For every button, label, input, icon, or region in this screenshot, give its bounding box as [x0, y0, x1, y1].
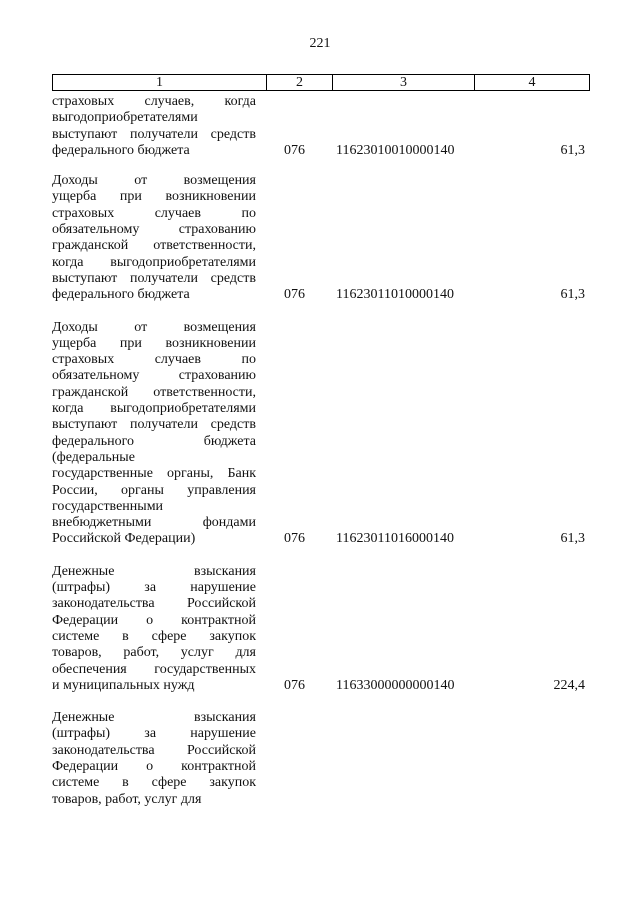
description-line: Российской Федерации) — [52, 531, 196, 547]
description-line: Денежные взыскания — [52, 563, 256, 579]
description-line: федерального бюджета — [52, 287, 190, 303]
description-line: товаров, работ, услуг для — [52, 645, 256, 661]
description-line: Денежные взыскания — [52, 710, 256, 726]
description-line: Доходы от возмещения — [52, 319, 256, 335]
page-number: 221 — [309, 36, 331, 51]
description-line: федерального бюджета — [52, 142, 190, 158]
description-line: законодательства Российской — [52, 742, 256, 758]
table-row — [52, 320, 592, 548]
description-line: выступают получатели средств — [52, 417, 256, 433]
description-line: системе в сфере закупок — [52, 628, 256, 644]
description-line: страховых случаев, когда — [52, 94, 256, 109]
description-line: (штрафы) за нарушение — [52, 726, 256, 742]
description-line: федерального бюджета — [52, 433, 256, 449]
row-kbk-code: 11623010010000140 — [336, 142, 455, 158]
header-col-3: 3 — [333, 75, 475, 90]
row-amount: 61,3 — [560, 531, 585, 547]
row-description — [52, 320, 256, 548]
description-line: ущерба при возникновении — [52, 335, 256, 351]
description-line: государственные органы, Банк — [52, 466, 256, 482]
row-code: 076 — [284, 531, 305, 547]
table-row — [52, 710, 592, 808]
row-code: 076 — [284, 287, 305, 303]
row-kbk-code: 11623011010000140 — [336, 287, 454, 303]
header-col-1: 1 — [53, 75, 267, 90]
row-description — [52, 564, 256, 694]
description-line: товаров, работ, услуг для — [52, 791, 202, 807]
row-code: 076 — [284, 142, 305, 158]
row-kbk-code: 11633000000000140 — [336, 677, 455, 693]
header-col-2: 2 — [267, 75, 333, 90]
row-amount: 61,3 — [560, 142, 585, 158]
description-line: выступают получатели средств — [52, 126, 256, 142]
row-description — [52, 710, 256, 808]
description-line: (штрафы) за нарушение — [52, 580, 256, 596]
description-line: системе в сфере закупок — [52, 775, 256, 791]
description-line: страховых случаев по — [52, 205, 256, 221]
table-row — [52, 173, 592, 303]
description-line: государственными — [52, 498, 164, 514]
description-line: гражданской ответственности, — [52, 384, 256, 400]
description-line: выступают получатели средств — [52, 270, 256, 286]
description-line: гражданской ответственности, — [52, 238, 256, 254]
description-line: обязательному страхованию — [52, 222, 256, 238]
row-amount: 61,3 — [560, 287, 585, 303]
table-row — [52, 94, 592, 159]
description-line: когда выгодоприобретателями — [52, 401, 256, 417]
row-code: 076 — [284, 677, 305, 693]
table-header — [52, 74, 590, 91]
description-line: Доходы от возмещения — [52, 173, 256, 189]
description-line: Федерации о контрактной — [52, 758, 256, 774]
description-line: законодательства Российской — [52, 596, 256, 612]
description-line: выгодоприобретателями — [52, 110, 198, 126]
description-line: обеспечения государственных — [52, 661, 256, 677]
description-line: ущерба при возникновении — [52, 189, 256, 205]
description-line: когда выгодоприобретателями — [52, 254, 256, 270]
table-body — [52, 94, 592, 824]
description-line: внебюджетными фондами — [52, 515, 256, 531]
description-line: Федерации о контрактной — [52, 612, 256, 628]
table-row — [52, 564, 592, 694]
header-col-4: 4 — [528, 75, 536, 90]
description-line: России, органы управления — [52, 482, 256, 498]
description-line: страховых случаев по — [52, 352, 256, 368]
row-kbk-code: 11623011016000140 — [336, 531, 454, 547]
description-line: (федеральные — [52, 449, 135, 465]
description-line: обязательному страхованию — [52, 368, 256, 384]
description-line: и муниципальных нужд — [52, 677, 195, 693]
row-description — [52, 94, 256, 159]
row-amount: 224,4 — [553, 677, 585, 693]
row-description — [52, 173, 256, 303]
